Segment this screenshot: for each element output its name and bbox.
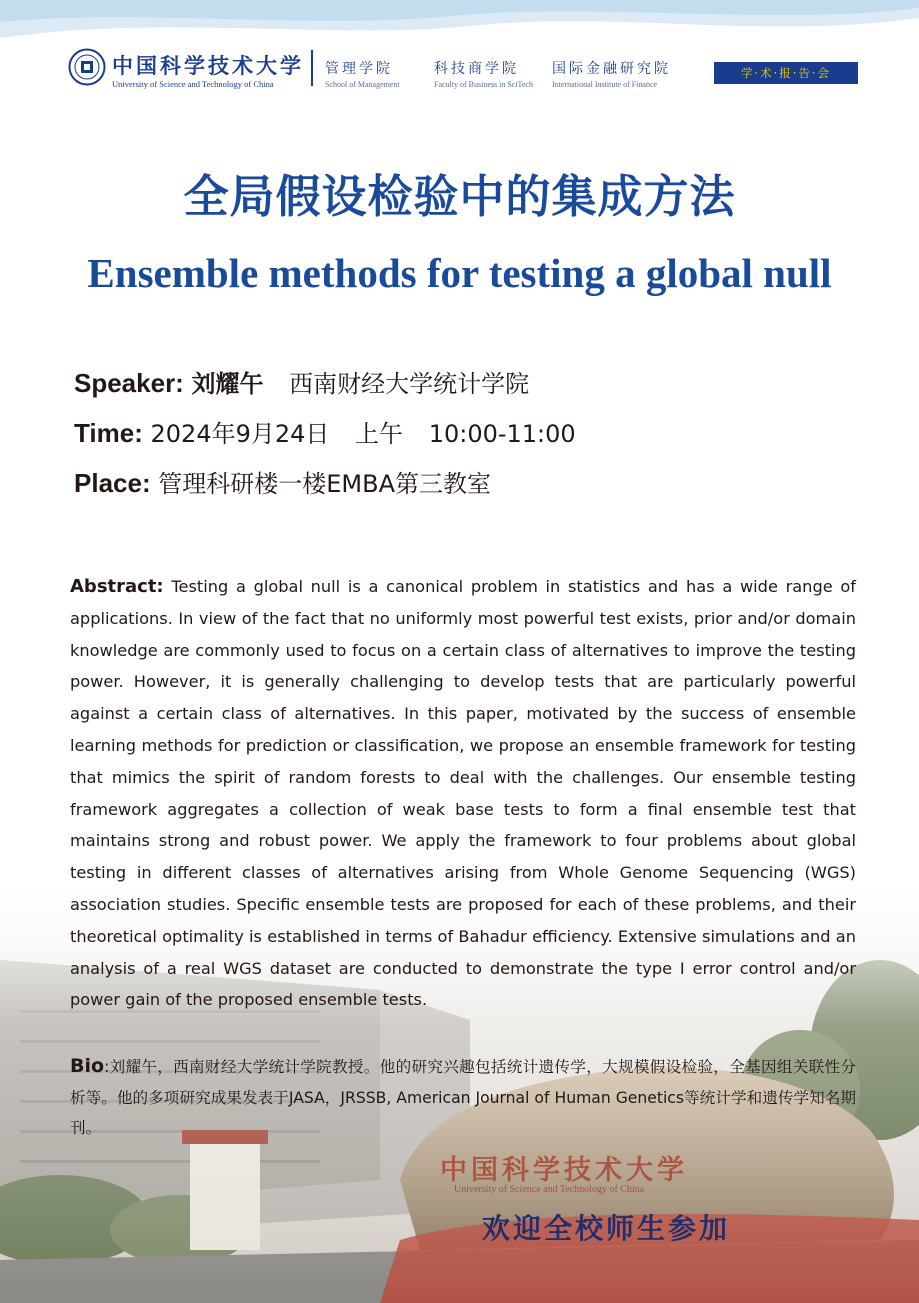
- bio-label: Bio: [70, 1055, 105, 1077]
- time-label: Time:: [74, 418, 143, 448]
- seminar-badge: 学·术·报·告·会: [714, 62, 858, 84]
- school-name-cn: 科技商学院: [434, 61, 519, 77]
- speaker-line: [74, 364, 529, 399]
- abstract: [70, 571, 856, 1016]
- stone-inscription-cn: 中国科学技术大学: [440, 1155, 688, 1186]
- header-divider: [311, 50, 313, 86]
- welcome-message: 欢迎全校师生参加: [482, 1212, 731, 1245]
- time-range: 10:00-11:00: [428, 420, 576, 448]
- speaker-bio: [70, 1051, 856, 1144]
- time-line: [74, 414, 576, 449]
- talk-title-en: Ensemble methods for testing a global null: [87, 250, 832, 296]
- abstract-label: Abstract:: [70, 576, 164, 597]
- speaker-name: 刘耀午: [191, 370, 264, 398]
- place-label: Place:: [74, 468, 151, 498]
- stone-inscription-en: University of Science and Technology of China: [454, 1184, 645, 1195]
- speaker-affiliation: 西南财经大学统计学院: [289, 370, 530, 398]
- university-name-cn: 中国科学技术大学: [112, 53, 304, 78]
- talk-title-cn: 全局假设检验中的集成方法: [183, 170, 736, 223]
- university-name-en: University of Science and Technology of China: [112, 79, 274, 89]
- school-business-scitech: [434, 58, 533, 89]
- time-date: 2024年9月24日: [150, 420, 330, 448]
- place-line: [74, 464, 491, 499]
- speaker-label: Speaker:: [74, 368, 184, 398]
- header: [68, 44, 858, 92]
- school-name-en: School of Management: [325, 80, 400, 89]
- place-value: 管理科研楼一楼EMBA第三教室: [158, 470, 492, 498]
- school-finance-institute: [552, 58, 671, 89]
- school-name-cn: 管理学院: [325, 61, 393, 77]
- school-name-en: Faculty of Business in SciTech: [434, 80, 533, 89]
- abstract-text: Testing a global null is a canonical problem in statistics and has a wide range of applications. In view of the fact that no uniformly most powerful test exists, prior and/or domain knowledge are commonly used to focus on a certain class of alternatives to improve the testing power. However, it is generally challenging to develop tests that are particularly powerful against a certain class of alternatives. In this paper, motivated by the success of ensemble learning methods for prediction or classification, we propose an ensemble framework for testing that mimics the spirit of random forests to deal with the challenges. Our ensemble testing framework aggregates a collection of weak base tests to form a final ensemble test that maintains strong and robust power. We apply the framework to four problems about global testing in different classes of alternatives arising from Whole Genome Sequencing (WGS) association studies. Specific ensemble tests are proposed for each of these problems, and their theoretical optimality is established in terms of Bahadur efficiency. Extensive simulations and an analysis of a real WGS dataset are conducted to demonstrate the type I error control and/or power gain of the proposed ensemble tests.: [70, 577, 856, 1010]
- university-seal-icon: [68, 48, 106, 86]
- school-name-en: International Institute of Finance: [552, 80, 658, 89]
- bio-text: :刘耀午，西南财经大学统计学院教授。他的研究兴趣包括统计遗传学，大规模假设检验，全基因组关联性分析等。他的多项研究成果发表于JASA，JRSSB, American Journal of Human Genetics等统计学和遗传学知名期刊。: [70, 1058, 856, 1137]
- time-period: 上午: [355, 420, 404, 448]
- school-name-cn: 国际金融研究院: [552, 61, 671, 77]
- school-management: [325, 58, 400, 89]
